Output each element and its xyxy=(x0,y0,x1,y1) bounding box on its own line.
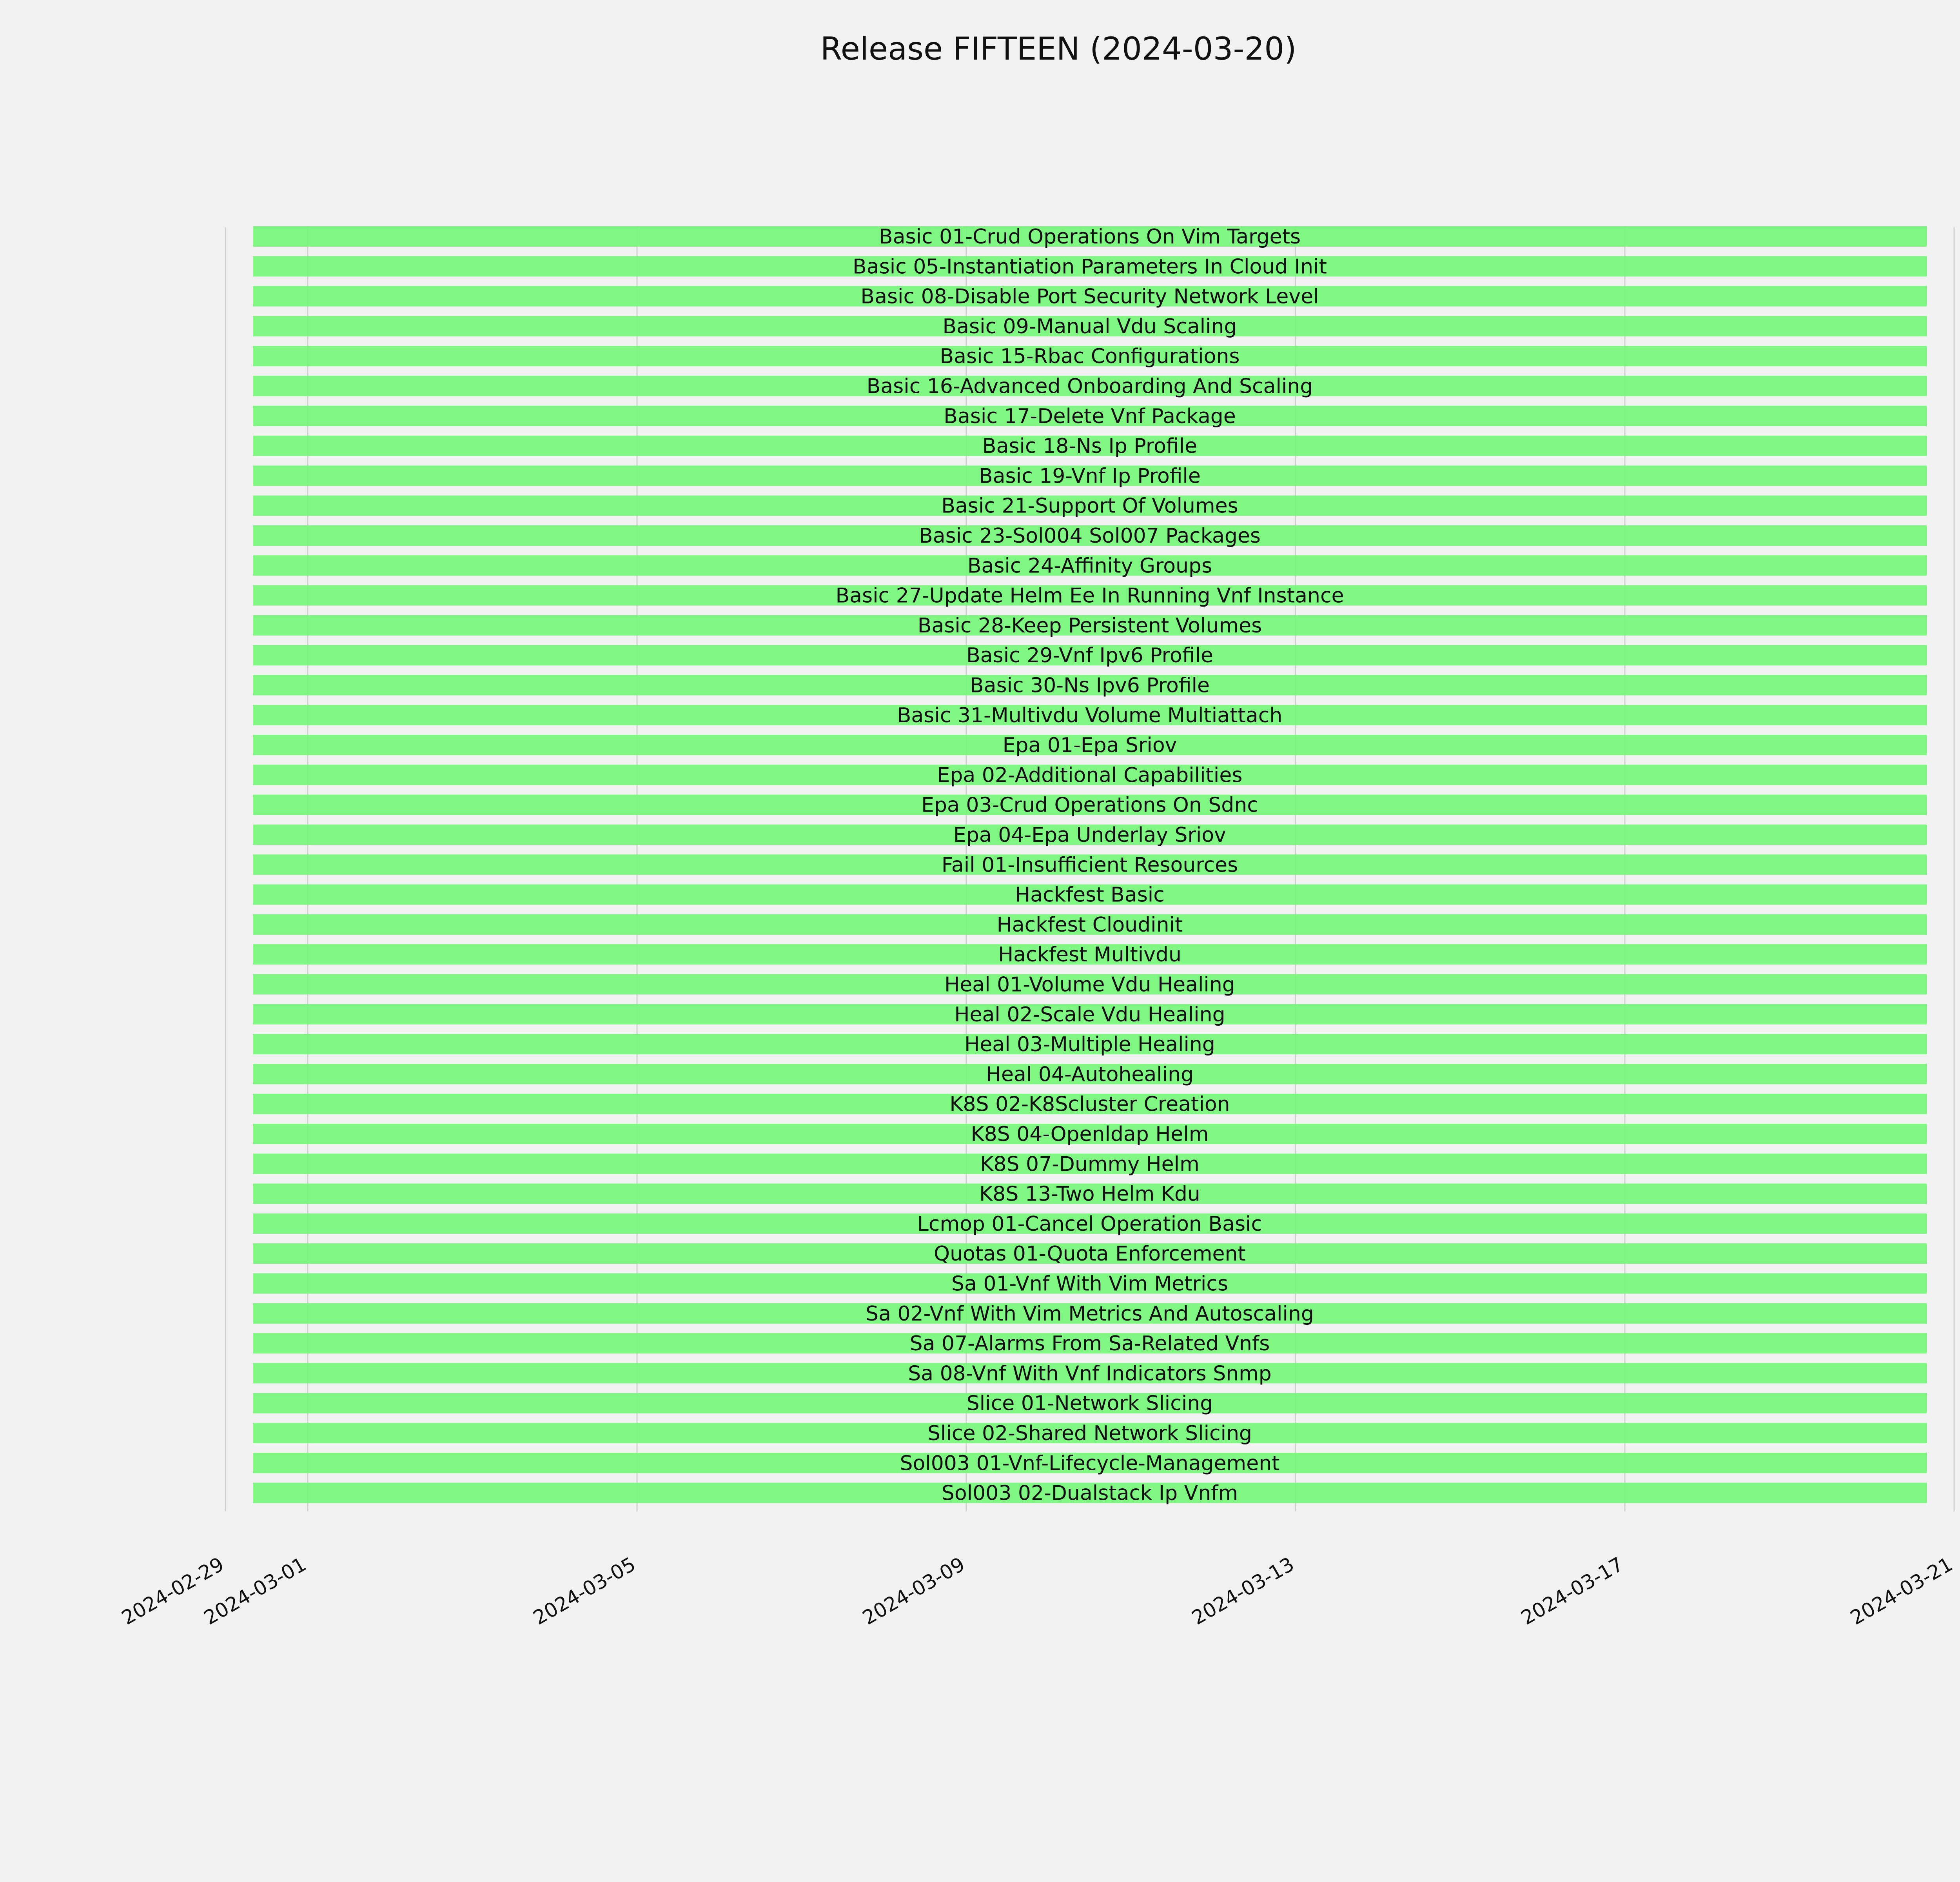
bar-label: Sa 07-Alarms From Sa-Related Vnfs xyxy=(909,1332,1270,1356)
x-tick-label: 2024-03-05 xyxy=(529,1553,639,1629)
bar-label: Basic 17-Delete Vnf Package xyxy=(944,404,1236,428)
bar-label: Sa 02-Vnf With Vim Metrics And Autoscaling xyxy=(866,1302,1314,1326)
bar-label: Sa 08-Vnf With Vnf Indicators Snmp xyxy=(908,1362,1272,1386)
bar-label: Basic 28-Keep Persistent Volumes xyxy=(917,614,1262,638)
bar-label: Lcmop 01-Cancel Operation Basic xyxy=(917,1212,1263,1236)
bar-label: Heal 01-Volume Vdu Healing xyxy=(944,973,1235,997)
bar-label: Basic 19-Vnf Ip Profile xyxy=(978,464,1201,488)
bar-label: Hackfest Multivdu xyxy=(998,943,1181,967)
bar-label: Basic 05-Instantiation Parameters In Cloud Init xyxy=(853,255,1327,279)
bar-label: Sol003 01-Vnf-Lifecycle-Management xyxy=(900,1451,1280,1475)
bar-label: Quotas 01-Quota Enforcement xyxy=(934,1242,1246,1266)
bar-label: Slice 02-Shared Network Slicing xyxy=(927,1422,1252,1445)
bar-label: Slice 01-Network Slicing xyxy=(966,1392,1213,1415)
bar-label: K8S 07-Dummy Helm xyxy=(980,1152,1200,1176)
x-tick-label: 2024-03-13 xyxy=(1188,1553,1298,1629)
bar-label: Epa 03-Crud Operations On Sdnc xyxy=(921,793,1258,817)
bar-label: Sol003 02-Dualstack Ip Vnfm xyxy=(941,1481,1238,1505)
bar-label: Basic 24-Affinity Groups xyxy=(967,554,1212,578)
x-tick-label: 2024-03-21 xyxy=(1846,1553,1956,1629)
bar-label: Heal 02-Scale Vdu Healing xyxy=(954,1003,1225,1026)
bar-label: Basic 15-Rbac Configurations xyxy=(940,345,1240,369)
bar-label: Basic 27-Update Helm Ee In Running Vnf Instance xyxy=(835,584,1344,608)
bar-label: Basic 16-Advanced Onboarding And Scaling xyxy=(866,374,1313,398)
bar-label: Basic 21-Support Of Volumes xyxy=(941,494,1238,518)
bar-label: Basic 01-Crud Operations On Vim Targets xyxy=(878,225,1301,249)
bar-label: K8S 13-Two Helm Kdu xyxy=(979,1182,1200,1206)
x-tick-label: 2024-03-01 xyxy=(200,1553,310,1629)
bar-label: K8S 04-Openldap Helm xyxy=(971,1123,1209,1146)
bar-label: Fail 01-Insufficient Resources xyxy=(941,853,1238,877)
bar-label: Hackfest Cloudinit xyxy=(996,913,1183,937)
bar-label: Epa 04-Epa Underlay Sriov xyxy=(953,823,1226,847)
chart-title: Release FIFTEEN (2024-03-20) xyxy=(820,31,1297,67)
x-tick-label: 2024-03-17 xyxy=(1517,1553,1627,1629)
bar-label: Basic 31-Multivdu Volume Multiattach xyxy=(897,703,1283,727)
bar-label: Basic 23-Sol004 Sol007 Packages xyxy=(919,524,1261,548)
x-tick-label: 2024-03-09 xyxy=(858,1553,969,1629)
bar-label: Sa 01-Vnf With Vim Metrics xyxy=(951,1272,1229,1296)
bar-label: K8S 02-K8Scluster Creation xyxy=(949,1092,1230,1116)
bar-label: Basic 29-Vnf Ipv6 Profile xyxy=(966,644,1213,668)
bar-label: Basic 09-Manual Vdu Scaling xyxy=(942,314,1237,338)
bar-label: Hackfest Basic xyxy=(1015,883,1165,907)
bar-label: Heal 04-Autohealing xyxy=(985,1063,1194,1086)
bar-label: Epa 01-Epa Sriov xyxy=(1002,734,1177,758)
bar-label: Basic 30-Ns Ipv6 Profile xyxy=(969,674,1210,698)
x-tick-label: 2024-02-29 xyxy=(118,1553,228,1629)
bar-label: Epa 02-Additional Capabilities xyxy=(937,763,1243,787)
bar-label: Basic 18-Ns Ip Profile xyxy=(982,434,1198,458)
bar-label: Basic 08-Disable Port Security Network Level xyxy=(860,285,1319,309)
bar-label: Heal 03-Multiple Healing xyxy=(964,1033,1215,1057)
